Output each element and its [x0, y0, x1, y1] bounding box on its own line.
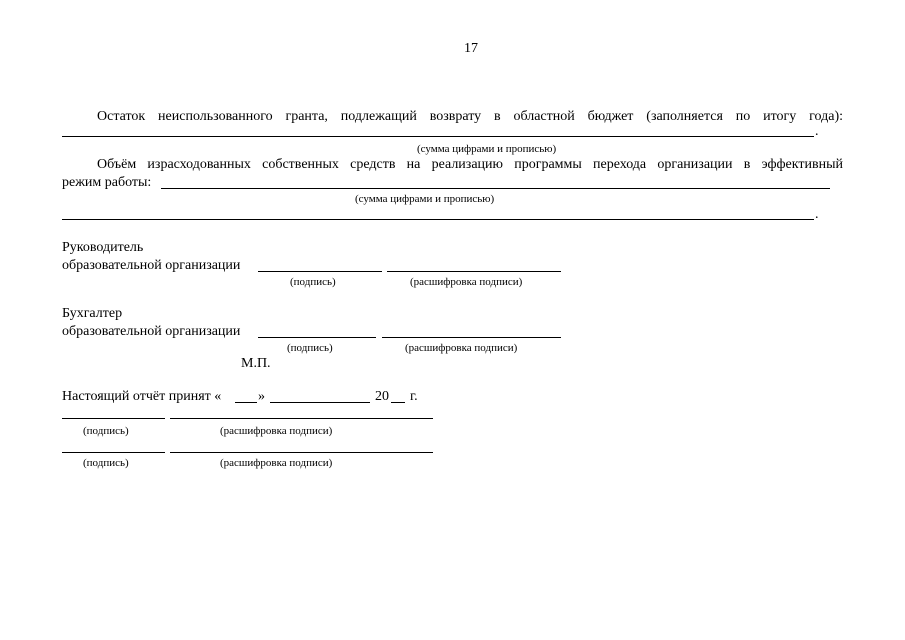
signer1-decode-caption: (расшифровка подписи) [220, 425, 333, 437]
signer1-sign-caption: (подпись) [83, 425, 129, 437]
signer2-decode-line [170, 452, 433, 453]
grant-remainder-text: Остаток неиспользованного гранта, подлежащий возврату в областной бюджет (заполняется по итогу года): [97, 109, 843, 124]
signer2-sign-line [62, 452, 165, 453]
seal-mark: М.П. [241, 356, 271, 371]
page-number: 17 [464, 41, 478, 56]
signer1-decode-line [170, 418, 433, 419]
acceptance-prefix: Настоящий отчёт принят « [62, 389, 222, 404]
acceptance-month-line [270, 402, 370, 403]
signer2-decode-caption: (расшифровка подписи) [220, 457, 333, 469]
head-title-line2: образовательной организации [62, 258, 241, 273]
accountant-sign-caption: (подпись) [287, 342, 333, 354]
head-decode-caption: (расшифровка подписи) [410, 276, 523, 288]
accountant-decode-caption: (расшифровка подписи) [405, 342, 518, 354]
grant-remainder-end: . [815, 124, 819, 139]
signer1-sign-line [62, 418, 165, 419]
accountant-title-line1: Бухгалтер [62, 306, 123, 321]
own-funds-end: . [815, 207, 819, 222]
own-funds-line2: режим работы: [62, 175, 152, 190]
accountant-title-line2: образовательной организации [62, 324, 241, 339]
own-funds-line1: Объём израсходованных собственных средств на реализацию программы перехода организации в эффективный [97, 157, 843, 172]
signer2-sign-caption: (подпись) [83, 457, 129, 469]
head-decode-line [387, 271, 561, 272]
acceptance-day-line [235, 402, 257, 403]
accountant-decode-line [382, 337, 561, 338]
acceptance-mid: » [258, 389, 265, 404]
own-funds-caption: (сумма цифрами и прописью) [355, 193, 495, 205]
own-funds-line-b [62, 219, 814, 220]
acceptance-year-suffix: г. [410, 389, 418, 404]
accountant-sign-line [258, 337, 376, 338]
own-funds-line-a [161, 188, 830, 189]
acceptance-year-prefix: 20 [375, 389, 389, 404]
head-sign-line [258, 271, 382, 272]
acceptance-year-line [391, 402, 405, 403]
grant-remainder-line [62, 136, 814, 137]
head-title-line1: Руководитель [62, 240, 144, 255]
grant-remainder-caption: (сумма цифрами и прописью) [417, 143, 557, 155]
head-sign-caption: (подпись) [290, 276, 336, 288]
